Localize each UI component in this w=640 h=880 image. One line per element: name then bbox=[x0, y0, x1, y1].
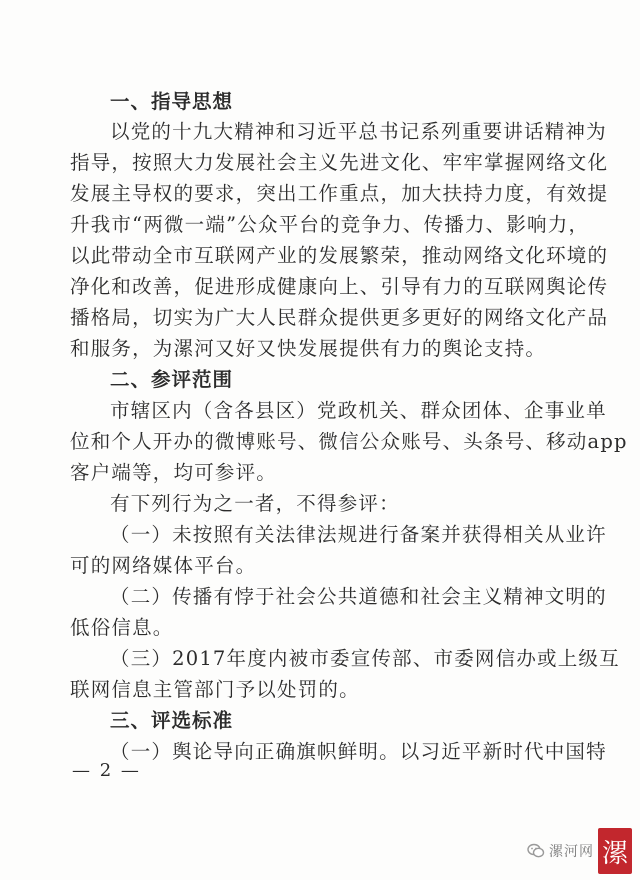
paragraph-line: 指导，按照大力发展社会主义先进文化、牢牢掌握网络文化 bbox=[70, 151, 609, 174]
paragraph-line: 发展主导权的要求，突出工作重点，加大扶持力度，有效提 bbox=[70, 182, 609, 205]
paragraph-line: 客户端等，均可参评。 bbox=[70, 461, 278, 484]
paragraph-line: 位和个人开办的微博账号、微信公众账号、头条号、移动app bbox=[70, 430, 628, 453]
paragraph-line: 市辖区内（含各县区）党政机关、群众团体、企事业单 bbox=[110, 399, 607, 422]
brand-logo: 漯 bbox=[598, 828, 632, 874]
section-heading-guiding-ideology: 一、指导思想 bbox=[110, 90, 234, 113]
watermark bbox=[527, 828, 632, 874]
paragraph-line: 可的网络媒体平台。 bbox=[70, 554, 257, 577]
paragraph-line: 低俗信息。 bbox=[70, 616, 174, 639]
paragraph-line: 净化和改善，促进形成健康向上、引导有力的互联网舆论传 bbox=[70, 275, 609, 298]
paragraph-line: 播格局，切实为广大人民群众提供更多更好的网络文化产品 bbox=[70, 306, 609, 329]
paragraph-line: 升我市“两微一端”公众平台的竞争力、传播力、影响力， bbox=[70, 213, 590, 236]
section-heading-scope: 二、参评范围 bbox=[110, 368, 234, 391]
paragraph-line: （二）传播有悖于社会公共道德和社会主义精神文明的 bbox=[110, 585, 607, 608]
paragraph-line: 和服务，为漯河又好又快发展提供有力的舆论支持。 bbox=[70, 337, 547, 360]
paragraph-line: （三）2017年度内被市委宣传部、市委网信办或上级互 bbox=[110, 647, 620, 670]
paragraph-line: 联网信息主管部门予以处罚的。 bbox=[70, 678, 360, 701]
page-number: — 2 — bbox=[72, 760, 141, 781]
watermark-text: 漯河网 bbox=[549, 844, 594, 860]
paragraph-line: （一）未按照有关法律法规进行备案并获得相关从业许 bbox=[110, 523, 607, 546]
paragraph-line: 有下列行为之一者，不得参评： bbox=[110, 492, 400, 515]
paragraph-line: 以此带动全市互联网产业的发展繁荣，推动网络文化环境的 bbox=[70, 244, 609, 267]
wechat-icon bbox=[527, 842, 545, 860]
paragraph-line: 以党的十九大精神和习近平总书记系列重要讲话精神为 bbox=[110, 120, 607, 143]
paragraph-line: （一）舆论导向正确旗帜鲜明。以习近平新时代中国特 bbox=[110, 740, 607, 763]
section-heading-criteria: 三、评选标准 bbox=[110, 709, 234, 732]
